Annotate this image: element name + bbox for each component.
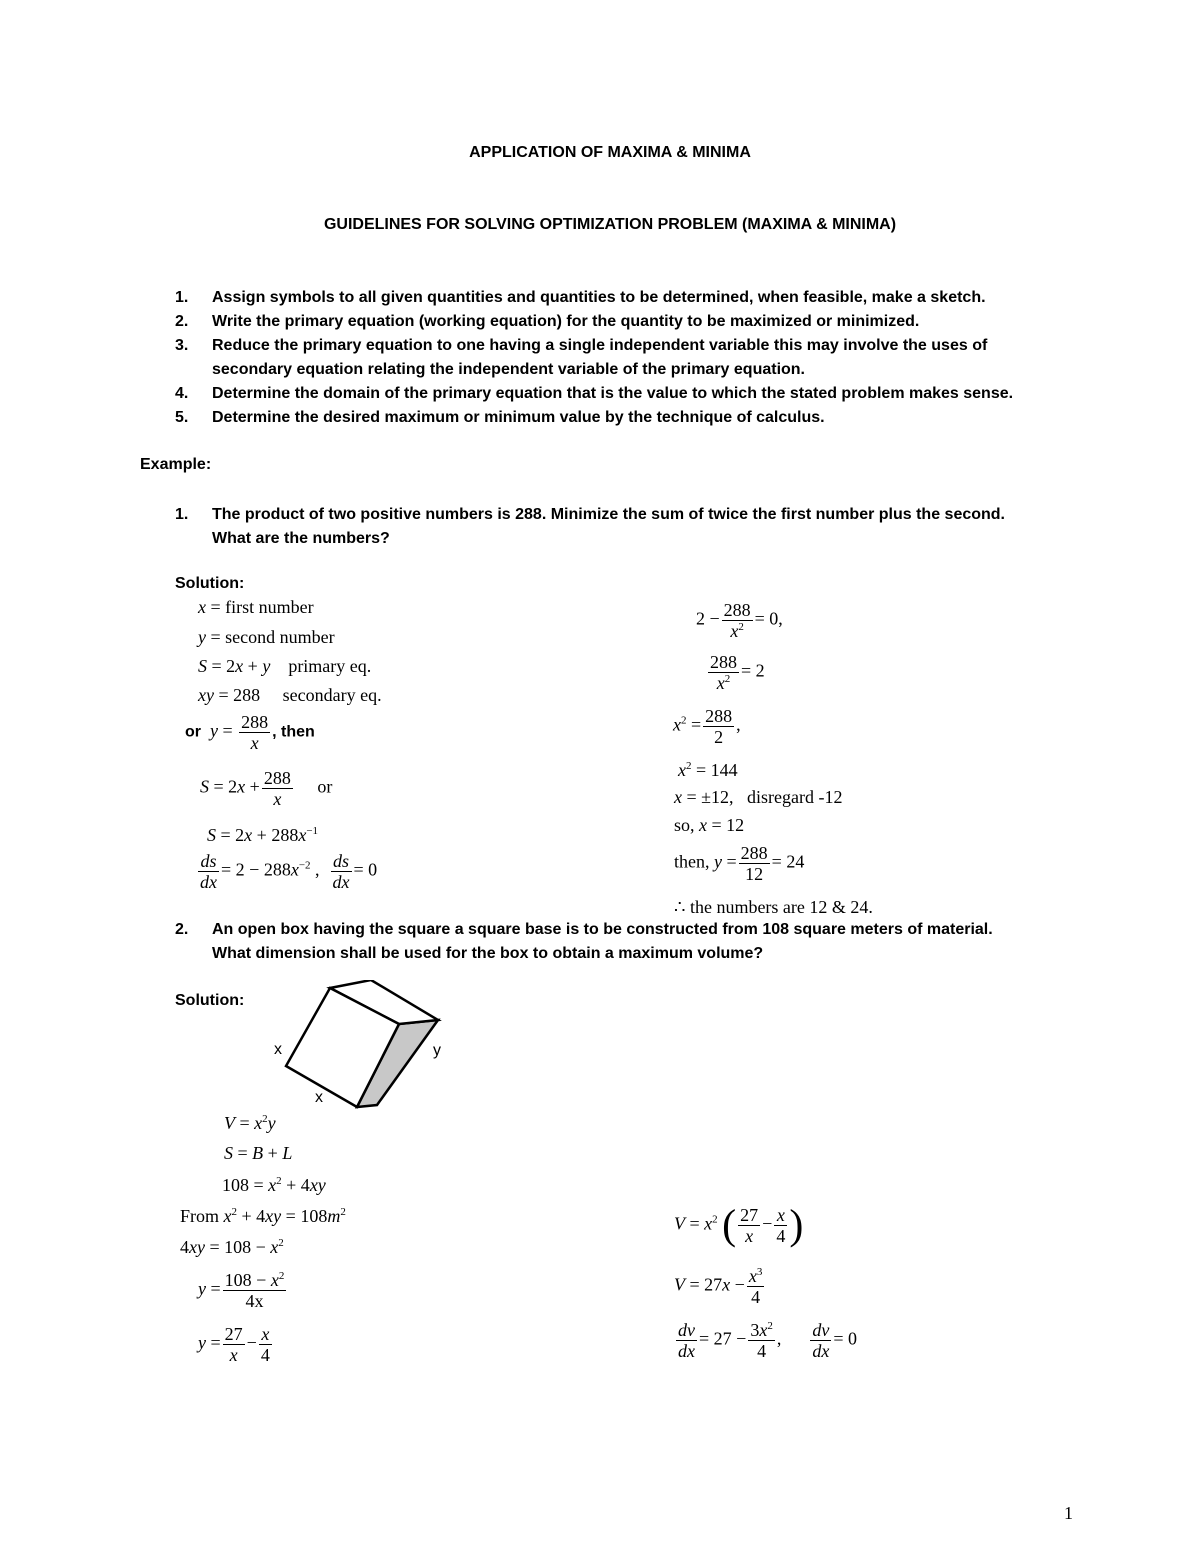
volume-substituted: $V = x^2$ ( $\frac{27}{x}$ − $\frac{x}{4}$ ) bbox=[674, 1202, 804, 1249]
y-equation-2: y = $\frac{27}{x}$ − $\frac{x}{4}$ bbox=[198, 1324, 270, 1365]
guideline-item bbox=[175, 334, 1013, 358]
solution-label: Solution: bbox=[175, 575, 245, 592]
problem-text: The product of two positive numbers is 288. Minimize the sum of twice the first number plus the second. bbox=[212, 506, 1005, 523]
guideline-item bbox=[175, 358, 1013, 382]
y-solve-equation: or y = $\frac{288}{x}$ , then bbox=[185, 712, 315, 753]
problem-1 bbox=[175, 503, 1005, 551]
guidelines-list bbox=[175, 286, 1013, 430]
page-subtitle: GUIDELINES FOR SOLVING OPTIMIZATION PROBLEM (MAXIMA & MINIMA) bbox=[323, 216, 897, 233]
fourxy-equation: $4xy = 108 - x^2$ bbox=[180, 1237, 284, 1257]
box-label-left: x bbox=[274, 1041, 282, 1058]
primary-equation: S = 2x + y primary eq. bbox=[198, 656, 372, 676]
step-equation-5: x = ±12, disregard -12 bbox=[674, 787, 843, 807]
guideline-text: Assign symbols to all given quantities and quantities to be determined, when feasible, make a sketch. bbox=[212, 289, 986, 306]
s-power-equation: $S = 2x + 288x^{-1}$ bbox=[207, 825, 319, 845]
page-number: 1 bbox=[1064, 1503, 1073, 1523]
problem-2 bbox=[175, 918, 993, 966]
step-equation-2: $\frac{288}{x^2}$ = 2 bbox=[710, 652, 765, 693]
derivative-equation: $\frac{ds}{dx}$ = $2 - 288x^{-2}$ , $\frac{ds}{dx}$ = 0 bbox=[200, 851, 378, 892]
step-equation-1: 2 − $\frac{288}{x^2}$ = 0, bbox=[696, 600, 783, 641]
problem-number: 2. bbox=[175, 921, 189, 938]
guideline-text: secondary equation relating the independent variable of the primary equation. bbox=[212, 361, 805, 378]
guideline-text: Determine the domain of the primary equation that is the value to which the stated problem makes sense. bbox=[212, 385, 1014, 402]
guideline-text: Reduce the primary equation to one having a single independent variable this may involve the uses of bbox=[212, 337, 988, 354]
from-equation: From $x^2 + 4xy = 108m^2$ bbox=[180, 1206, 346, 1226]
box-label-bottom: x bbox=[315, 1089, 323, 1106]
s-substituted-equation: S = 2x + $\frac{288}{x}$ or bbox=[200, 768, 333, 809]
problem-text: What dimension shall be used for the box to obtain a maximum volume? bbox=[212, 945, 764, 962]
guideline-item bbox=[175, 310, 1013, 334]
volume-expanded: V = 27x − $\frac{x^3}{4}$ bbox=[674, 1266, 763, 1307]
guideline-number: 4. bbox=[175, 385, 189, 402]
guideline-text: Determine the desired maximum or minimum value by the technique of calculus. bbox=[212, 409, 825, 426]
step-equation-3: $x^2$ = $\frac{288}{2}$ , bbox=[673, 706, 741, 747]
page-title: APPLICATION OF MAXIMA & MINIMA bbox=[469, 144, 751, 161]
def-x: x = first number bbox=[198, 597, 314, 617]
guideline-item bbox=[175, 382, 1013, 406]
guideline-number: 2. bbox=[175, 313, 189, 330]
guideline-number: 3. bbox=[175, 337, 189, 354]
solution-label: Solution: bbox=[175, 992, 245, 1009]
area-equation: $108 = x^2 + 4xy$ bbox=[222, 1175, 326, 1195]
guideline-item bbox=[175, 286, 1013, 310]
therefore-icon: ∴ bbox=[674, 897, 686, 917]
volume-equation: $V = x^2y$ bbox=[224, 1113, 276, 1133]
guideline-item bbox=[175, 406, 1013, 430]
step-equation-6: so, x = 12 bbox=[674, 815, 745, 835]
problem-text: What are the numbers? bbox=[212, 530, 390, 547]
secondary-equation: xy = 288 secondary eq. bbox=[198, 685, 382, 705]
volume-derivative: $\frac{dv}{dx}$ = 27 − $\frac{3x^2}{4}$ , $\frac{dv}{dx}$ = 0 bbox=[678, 1320, 857, 1361]
surface-equation: S = B + L bbox=[224, 1143, 293, 1163]
def-y: y = second number bbox=[198, 627, 335, 647]
guideline-number: 1. bbox=[175, 289, 189, 306]
guideline-number: 5. bbox=[175, 409, 189, 426]
example-label: Example: bbox=[140, 456, 212, 473]
box-label-right: y bbox=[433, 1042, 441, 1059]
step-equation-4: $x^2 = 144$ bbox=[678, 760, 738, 780]
y-equation-1: y = $\frac{108 - x^2}{4x}$ bbox=[198, 1270, 285, 1311]
conclusion: ∴ the numbers are 12 & 24. bbox=[674, 897, 873, 917]
problem-text: An open box having the square a square base is to be constructed from 108 square meters of material. bbox=[212, 921, 993, 938]
guideline-text: Write the primary equation (working equation) for the quantity to be maximized or minimized. bbox=[212, 313, 920, 330]
step-equation-7: then, y = $\frac{288}{12}$ = 24 bbox=[674, 843, 805, 884]
problem-number: 1. bbox=[175, 506, 189, 523]
